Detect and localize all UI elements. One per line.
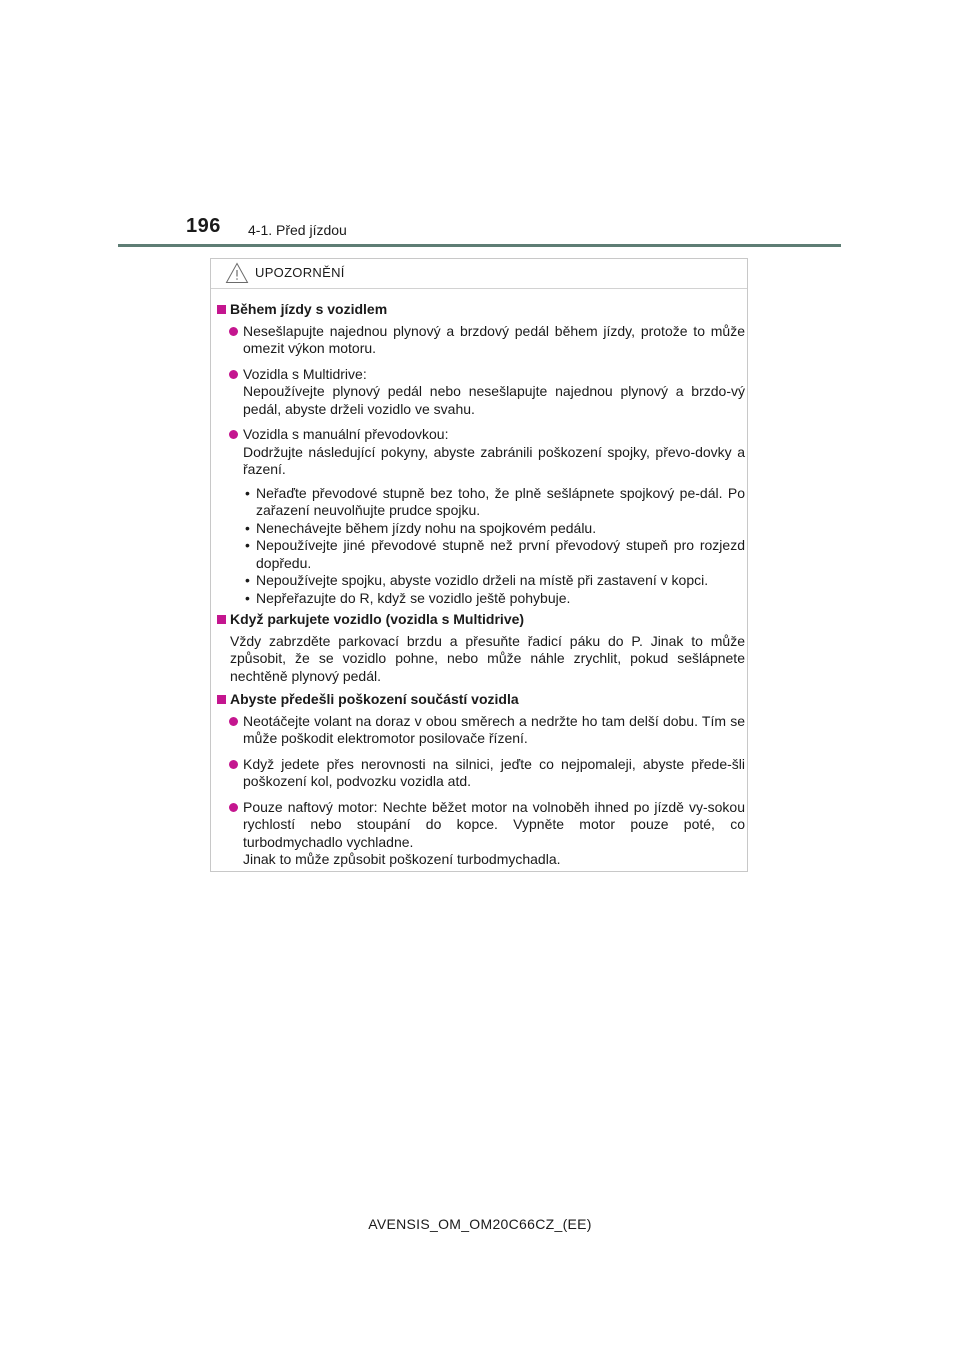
heading-text: Během jízdy s vozidlem <box>230 301 388 317</box>
section-title: 4-1. Před jízdou <box>248 222 347 238</box>
bullet-item <box>217 323 745 358</box>
sub-text: Nepřeřazujte do R, když se vozidlo ještě pohybuje. <box>256 589 571 606</box>
warning-box <box>210 258 748 872</box>
square-bullet-icon <box>217 615 226 624</box>
heading-text: Když parkujete vozidlo (vozidla s Multidrive) <box>230 611 525 627</box>
sub-text: Nepoužívejte spojku, abyste vozidlo drželi na místě při zastavení v kopci. <box>256 572 709 588</box>
bullet-item <box>217 713 745 748</box>
square-bullet-icon <box>217 695 226 704</box>
bullet-text: Pouze naftový motor: Nechte běžet motor na volnoběh ihned po jízdě vy-sokou rychlostí nebo stoupání do kopce. Vypněte motor pouze poté, co turbodmychadlo vychladne. <box>243 798 745 850</box>
bullet-item <box>217 756 745 791</box>
footer-doc-code: AVENSIS_OM_OM20C66CZ_(EE) <box>368 1216 592 1232</box>
sub-item: • Nenechávejte během jízdy nohu na spojkovém pedálu. <box>245 519 597 536</box>
warning-triangle-icon <box>225 262 249 284</box>
warning-content <box>217 301 745 877</box>
bullet-text: Jinak to může způsobit poškození turbodmychadla. <box>243 851 561 867</box>
bullet-text: Když jedete přes nerovnosti na silnici, jeďte co nejpomaleji, abyste přede-šli poškození kol, podvozku vozidla atd. <box>243 755 745 789</box>
sub-item: • Nepoužívejte jiné převodové stupně než první převodový stupeň pro rozjezd dopředu. <box>245 537 745 571</box>
circle-bullet-icon <box>229 717 238 726</box>
bullet-label: Vozidla s Multidrive: <box>243 365 367 382</box>
circle-bullet-icon <box>229 370 238 379</box>
bullet-item <box>217 366 745 419</box>
bullet-text: Neotáčejte volant na doraz v obou směrech a nedržte ho tam delší dobu. Tím se může poškodit elektromotor posilovače řízení. <box>243 712 745 746</box>
square-bullet-icon <box>217 305 226 314</box>
header-rule <box>118 244 841 247</box>
bullet-item <box>217 799 745 869</box>
bullet-label: Vozidla s manuální převodovkou: <box>243 426 449 442</box>
warning-title: UPOZORNĚNÍ <box>255 265 345 280</box>
paragraph: Vždy zabrzděte parkovací brzdu a přesuňte řadicí páku do P. Jinak to může způsobit, že se vozidlo pohne, nebo může náhle zrychlit, pokud sešlápnete nechtěně plynový pedál. <box>230 632 745 684</box>
heading-text: Abyste předešli poškození součástí vozidla <box>230 691 519 707</box>
section-heading <box>217 611 745 629</box>
warning-header <box>211 259 747 289</box>
sub-item: • Neřaďte převodové stupně bez toho, že plně sešlápnete spojkový pe-dál. Po zařazení neuvolňujte prudce spojku. <box>245 484 745 518</box>
bullet-item <box>217 426 745 479</box>
circle-bullet-icon <box>229 430 238 439</box>
sub-text: Nepoužívejte jiné převodové stupně než první převodový stupeň pro rozjezd dopředu. <box>256 537 745 571</box>
circle-bullet-icon <box>229 803 238 812</box>
circle-bullet-icon <box>229 760 238 769</box>
section-heading <box>217 301 745 319</box>
sub-list <box>217 485 745 608</box>
bullet-text: Nesešlapujte najednou plynový a brzdový pedál během jízdy, protože to může omezit výkon motoru. <box>243 322 745 356</box>
sub-text: Nenechávejte během jízdy nohu na spojkovém pedálu. <box>256 519 597 536</box>
bullet-text: Dodržujte následující pokyny, abyste zabránili poškození spojky, převo-dovky a řazení. <box>243 443 745 477</box>
circle-bullet-icon <box>229 327 238 336</box>
section-heading <box>217 691 745 709</box>
sub-text: Neřaďte převodové stupně bez toho, že plně sešlápnete spojkový pe-dál. Po zařazení neuvolňujte prudce spojku. <box>256 484 745 518</box>
sub-item: • Nepoužívejte spojku, abyste vozidlo drželi na místě při zastavení v kopci. <box>245 572 709 588</box>
sub-item: • Nepřeřazujte do R, když se vozidlo ještě pohybuje. <box>245 589 571 606</box>
bullet-text: Nepoužívejte plynový pedál nebo nesešlapujte najednou plynový a brzdo-vý pedál, abyste drželi vozidlo ve svahu. <box>243 383 745 417</box>
page-number: 196 <box>186 215 221 237</box>
